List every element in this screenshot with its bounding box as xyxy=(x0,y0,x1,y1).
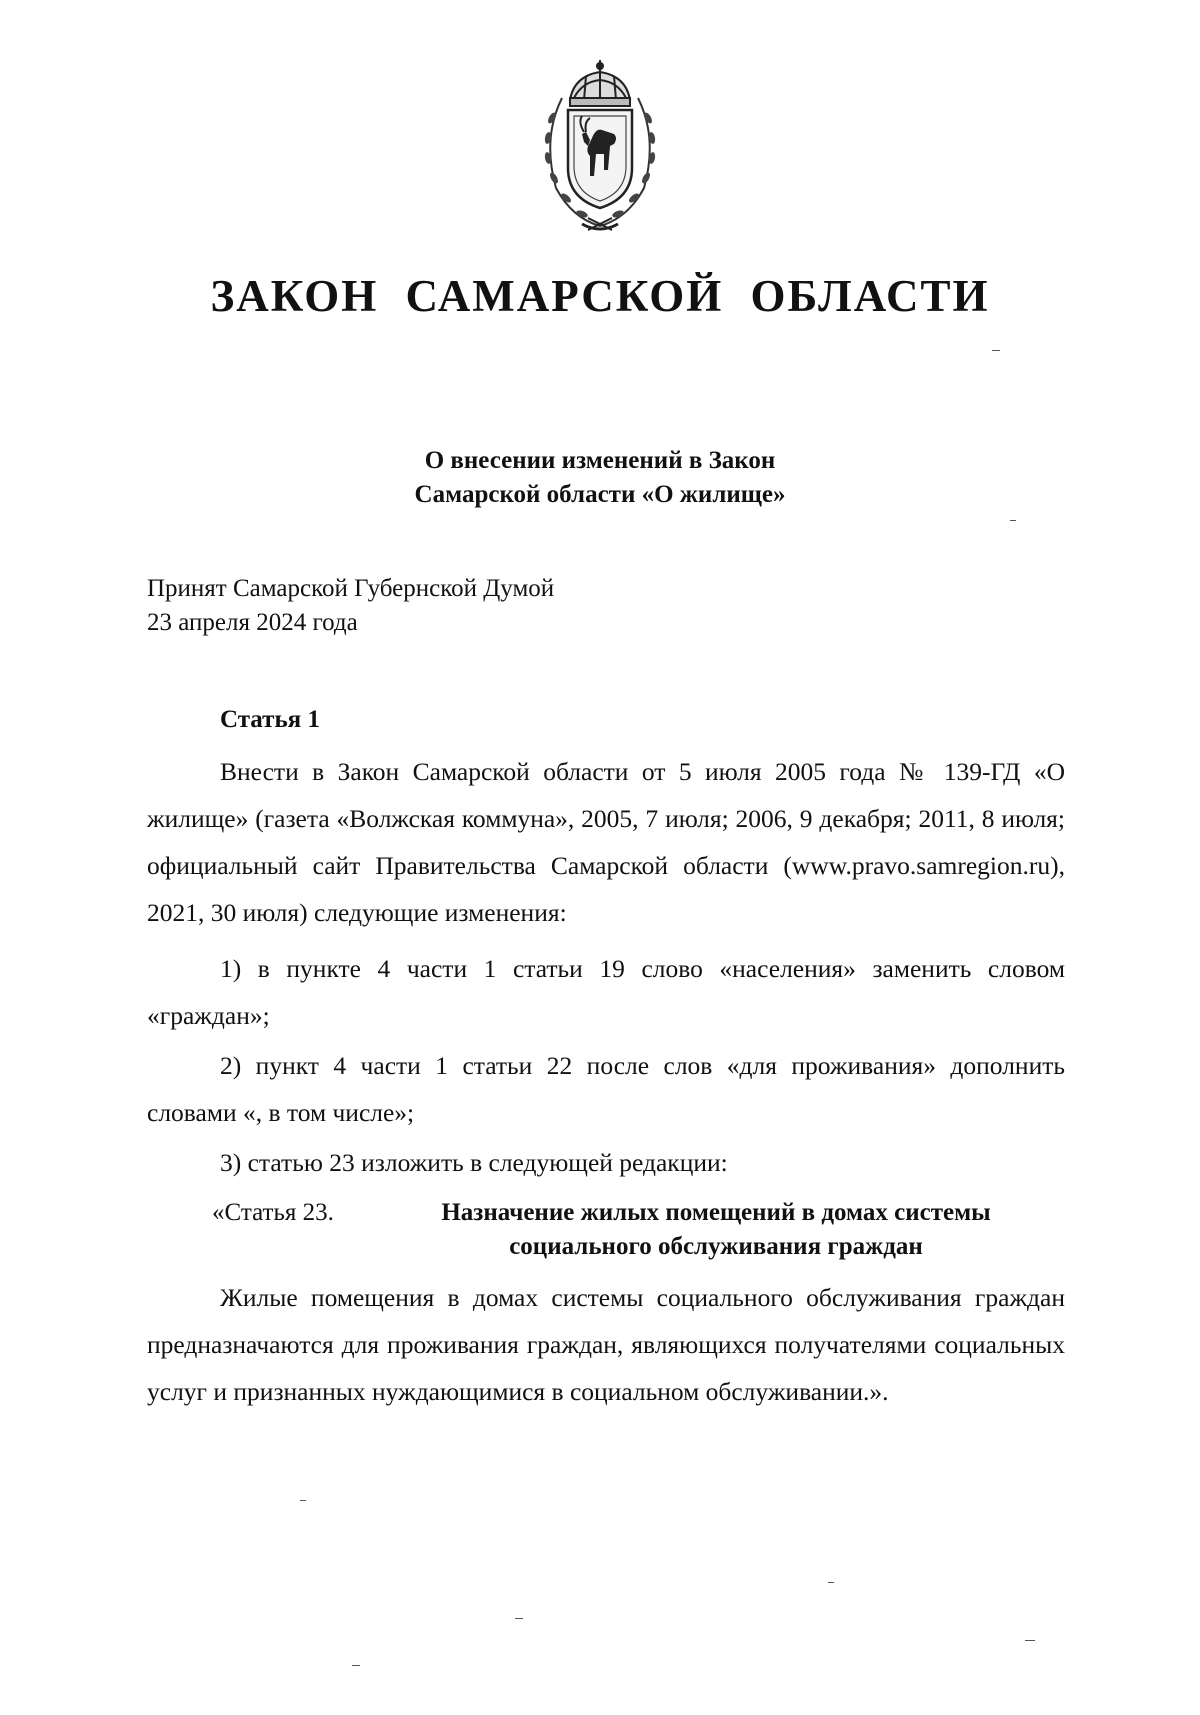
coat-of-arms-icon xyxy=(522,58,678,238)
scan-speck xyxy=(352,1665,360,1666)
new-article-number: «Статья 23. xyxy=(212,1199,334,1226)
new-article-title-line2: социального обслуживания граждан xyxy=(509,1233,923,1260)
adoption-note xyxy=(147,572,554,640)
new-article-text-body: Жилые помещения в домах системы социального обслуживания граждан предназначаются для проживания граждан, являющихся получателями социальных услуг и признанных нуждающимися в социальном обслуживании.». xyxy=(147,1283,1065,1406)
amendment-item-1 xyxy=(147,945,1065,1039)
adoption-date: 23 апреля 2024 года xyxy=(147,609,358,636)
article-intro xyxy=(147,748,1065,936)
amendment-item-2-text: 2) пункт 4 части 1 статьи 22 после слов «для проживания» дополнить словами «, в том числе»; xyxy=(147,1051,1065,1127)
new-article-text xyxy=(147,1274,1065,1415)
new-article-title-line1: Назначение жилых помещений в домах системы xyxy=(441,1199,991,1226)
amendment-item-1-text: 1) в пункте 4 части 1 статьи 19 слово «населения» заменить словом «граждан»; xyxy=(147,954,1065,1030)
amendment-item-3-text: 3) статью 23 изложить в следующей редакции: xyxy=(220,1148,728,1177)
scan-speck xyxy=(828,1582,834,1583)
law-subject-line2: Самарской области «О жилище» xyxy=(414,481,786,508)
scan-speck xyxy=(992,350,1000,351)
law-title: ЗАКОН САМАРСКОЙ ОБЛАСТИ xyxy=(210,271,990,321)
scan-speck xyxy=(1025,1640,1035,1641)
law-subject xyxy=(0,444,1200,512)
scan-speck xyxy=(300,1500,306,1501)
law-subject-line1: О внесении изменений в Закон xyxy=(424,447,776,474)
scan-speck xyxy=(1010,520,1016,521)
new-article-title xyxy=(386,1196,1046,1264)
article-intro-text: Внести в Закон Самарской области от 5 июля 2005 года № 139-ГД «О жилище» (газета «Волжская коммуна», 2005, 7 июля; 2006, 9 декабря; 2011, 8 июля; официальный сайт Правительства Самарской области (www.pravo.samregion.ru), 2021, 30 июля) следующие изменения: xyxy=(147,757,1065,927)
article-heading: Статья 1 xyxy=(220,706,320,733)
amendment-item-2 xyxy=(147,1042,1065,1136)
amendment-item-3 xyxy=(147,1139,1065,1186)
adoption-body: Принят Самарской Губернской Думой xyxy=(147,575,555,602)
scan-speck xyxy=(515,1618,523,1619)
